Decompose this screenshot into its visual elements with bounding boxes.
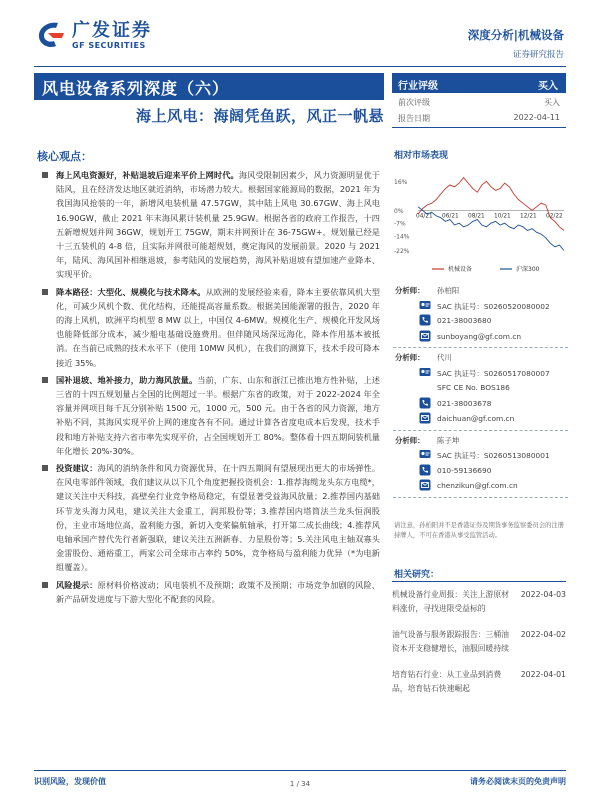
x-tick-label: 04/21: [416, 213, 433, 220]
analyst-sac-row: [393, 299, 568, 315]
analyst-name: 陈子坤: [437, 435, 460, 445]
page-header: [0, 0, 600, 70]
bullet-icon: [42, 172, 48, 178]
chart-svg: [392, 168, 570, 280]
analyst-disclaimer: 请注意，孙柏阳并不是香港证券及期货事务监察委员会的注册持牌人，不可在香港从事受监管活动。: [394, 522, 565, 539]
footer-divider: [34, 770, 566, 771]
report-subtitle: 海上风电：海阔凭鱼跃，风正一帆悬: [135, 107, 384, 125]
y-tick-label: 0%: [394, 207, 404, 215]
legend-label: 沪深300: [516, 266, 540, 273]
analyst-divider: [393, 497, 568, 498]
header-divider: [34, 66, 566, 67]
analyst-email[interactable]: chenzikun@gf.com.cn: [437, 481, 518, 490]
rating-label: 行业评级: [398, 81, 438, 92]
related-item[interactable]: [392, 668, 566, 696]
logo-name-cn: 广发证券: [72, 19, 152, 41]
paragraph-text: 当前，广东、山东和浙江已推出地方性补贴，上述三省的十四五规划量占全国的比例超过一半。根据广东省的政策，对于 2022-2024 年全容量并网项目每千瓦分别补贴 1500 元，1000 元，500 元。由于各省的风力资源，地方补贴不同，其海风实现平价上网的速度各有不同。通过计算各省度电成本后发现，技术手段和地方补贴支持六省市率先实现平价，占全国规划开工 80%。整体看十四五期间装机量年化增长 20%-30%。: [56, 374, 380, 456]
analyst-name-row: [393, 350, 568, 366]
analyst-phone-row: [393, 397, 568, 413]
analyst-list: [393, 283, 568, 500]
relative-performance-chart: [392, 168, 570, 280]
analyst-label: 分析师：: [395, 435, 425, 445]
logo-name-en: GF SECURITIES: [72, 40, 146, 50]
core-views-heading: 核心观点：: [37, 150, 92, 163]
page-number: 1 / 34: [289, 780, 311, 788]
paragraph-cost-reduction: [40, 285, 380, 370]
analyst-divider: [393, 430, 568, 431]
id-card-icon: [419, 448, 431, 460]
analyst-name: 代川: [437, 353, 452, 362]
related-research-header: [392, 566, 566, 582]
footer-disclaimer-note: 请务必阅读末页的免责声明: [470, 777, 566, 786]
analyst-sfc-row: [393, 381, 568, 397]
related-item-title[interactable]: 机械设备行业周报：关注上游原材料涨价，寻找进限受益标的: [392, 590, 509, 613]
prev-rating-value: 买入: [544, 98, 560, 107]
paragraph-risk: [40, 578, 380, 606]
paragraph-investment: [40, 461, 380, 575]
paragraph-text: 从欧洲的发展经验来看，降本主要依靠风机大型化，可减少风机个数、优化结构，还能提高容量系数。根据美国能源署的报告，2020 年的海上风机，欧洲平均机型 8 MW 以上，中国仅 4-6MW。规模化生产、规模化开发风场也能降低部分成本，减少船电基础设施费用。但伴随风场深远海化，降本作用基本被抵消。在当前已成熟的技术水平下（使用 10MW 风机），在我们的测算下，技术手段可降本接近 35%。: [56, 286, 380, 368]
prev-rating-label: 前次评级: [398, 98, 430, 107]
analyst-phone-row: [393, 464, 568, 480]
analyst-email-row: [393, 330, 568, 346]
footer-slogan: 识别风险，发现价值: [34, 777, 106, 786]
bullet-icon: [42, 289, 48, 295]
phone-icon: [419, 397, 431, 409]
rating-divider: [392, 127, 566, 128]
bullet-icon: [42, 465, 48, 471]
analyst-name: 孙柏阳: [437, 286, 460, 295]
core-views-body: [40, 168, 380, 606]
id-card-icon: [419, 299, 431, 311]
related-item-date: 2022-04-01: [520, 670, 566, 679]
report-title: 风电设备系列深度（六）: [42, 79, 230, 98]
analyst-email[interactable]: daichuan@gf.com.cn: [437, 414, 515, 423]
analyst-sac-row: [393, 448, 568, 464]
y-tick-label: 16%: [394, 178, 408, 186]
paragraph-lead: 风险提示：: [56, 579, 98, 590]
analyst-email[interactable]: sunboyang@gf.com.cn: [437, 331, 522, 341]
x-tick-label: 06/21: [442, 213, 459, 220]
analyst-sac: SAC 执证号：S0260520080002: [437, 301, 550, 311]
report-category: 深度分析|机械设备: [467, 28, 564, 42]
paragraph-text: 原材料价格波动；风电装机不及预期；政策不及预期；市场竞争加剧的风险、新产品研发进度与下游大型化不配套的风险。: [56, 579, 380, 604]
related-research-title: 相关研究：: [394, 570, 440, 580]
paragraph-text: 海风受限制因素少，风力资源明显优于陆风，且在经济发达地区就近消纳，市场潜力较大。根据国家能源局的数据，2021 年为我国海风抢装的一年，新增风电装机量 47.57GW，其中陆上风电 30.67GW、海上风电 16.90GW，截止 2021 年末海风累计装机量 25.9GW。根据各省的政府工作报告，十四五新增规划并网 36GW，规划开工 75GW，期末并网预计在 36-75GW+，规划量已经是十三五装机的 4-8 倍，且实际并网很可能超规划，奠定海风的发展前景。2020 与 2021 年，陆风、海风国补相继退坡，参考陆风的发展趋势，海风补贴退坡有望加速产业降本、实现平价。: [56, 170, 380, 280]
analyst-sac-row: [393, 366, 568, 382]
analyst-label: 分析师：: [395, 286, 425, 295]
email-icon: [419, 330, 431, 342]
analyst-label: 分析师：: [395, 353, 425, 362]
x-tick-label: 08/21: [468, 213, 485, 220]
x-tick-label: 02/22: [546, 213, 563, 220]
related-item-date: 2022-04-03: [520, 590, 566, 599]
email-icon: [419, 479, 431, 491]
paragraph-subsidy: [40, 373, 380, 458]
paragraph-lead: 海上风电资源好，补贴退坡后迎来平价上网时代。: [56, 170, 239, 180]
bullet-icon: [42, 377, 48, 383]
analyst-name-row: [393, 433, 568, 449]
paragraph-lead: 投资建议：: [56, 463, 98, 474]
related-item-date: 2022-04-02: [520, 630, 566, 639]
analyst-phone: 021-38003680: [437, 316, 492, 325]
analyst-email-row: [393, 412, 568, 428]
x-tick-label: 10/21: [494, 213, 511, 220]
report-type: 证券研究报告: [512, 50, 564, 60]
phone-icon: [419, 464, 431, 476]
paragraph-text: 海风的消纳条件和风力资源优异，在十四五期间有望展现出更大的市场弹性。在风电零部件领域，我们建议从以下几个角度把握投资机会：1.推荐海缆龙头东方电缆*，建议关注中天科技，高壁垒行业竞争格局稳定，有望显著受益海风放量；2.推荐国内基础环节龙头海力风电，建议关注大金重工，润邦股份等；3.推荐国内塔筒法兰龙头恒润股份，主业市场地位高，盈利能力强，新切入变桨偏航轴承，打开第二成长曲线；4.推荐风电轴承国产替代先行者新强联，建议关注五洲新春、力星股份等；5.关注风电主轴双寡头金雷股份、通裕重工，两家公司全球市占率约 50%，竞争格局与盈利能力优异（*为电新组覆盖）。: [56, 463, 380, 573]
related-item[interactable]: [392, 588, 566, 616]
paragraph-lead: 国补退坡、地补接力，助力海风放量。: [56, 374, 198, 385]
related-item[interactable]: [392, 628, 566, 656]
related-item-title[interactable]: 油气设备与服务跟踪报告：三桶油资本开支稳健增长，油服回暖持续: [392, 630, 509, 653]
analyst-email-row: [393, 479, 568, 495]
analyst-phone-row: [393, 314, 568, 330]
legend-label: 机械设备: [448, 266, 473, 273]
analyst-sac: SAC 执证号：S0260513080001: [437, 451, 550, 460]
analyst-name-row: [393, 283, 568, 299]
analyst-phone: 010-59136690: [437, 465, 492, 475]
y-tick-label: -22%: [394, 248, 410, 256]
analyst-sac: SAC 执证号：S0260517080007: [437, 368, 550, 378]
analyst-divider: [393, 347, 568, 348]
series-line-1: [418, 207, 564, 251]
rating-value: 买入: [538, 81, 558, 92]
chart-title: 相对市场表现: [394, 151, 449, 161]
y-tick-label: -14%: [394, 233, 410, 241]
paragraph-lead: 降本路径：大型化、规模化与技术降本。: [56, 286, 206, 297]
email-icon: [419, 412, 431, 424]
report-date-label: 报告日期: [398, 114, 430, 123]
analyst-phone: 021-38003678: [437, 398, 492, 408]
phone-icon: [419, 314, 431, 326]
logo-mark-icon: [34, 20, 68, 50]
x-tick-label: 12/21: [520, 213, 537, 220]
analyst-sfc: SFC CE No. BOS186: [437, 383, 510, 392]
id-card-icon: [419, 366, 431, 378]
bullet-icon: [42, 582, 48, 588]
rating-header: [392, 73, 566, 93]
report-date-value: 2022-04-11: [513, 113, 560, 122]
series-line-0: [418, 178, 564, 231]
related-item-title[interactable]: 培育钻石行业：从工业品到消费品，培育钻石快速崛起: [392, 670, 502, 693]
paragraph-offshore-resource: [40, 168, 380, 282]
company-logo: [34, 20, 152, 50]
report-title-bar: [34, 73, 384, 100]
y-tick-label: -7%: [394, 220, 406, 228]
